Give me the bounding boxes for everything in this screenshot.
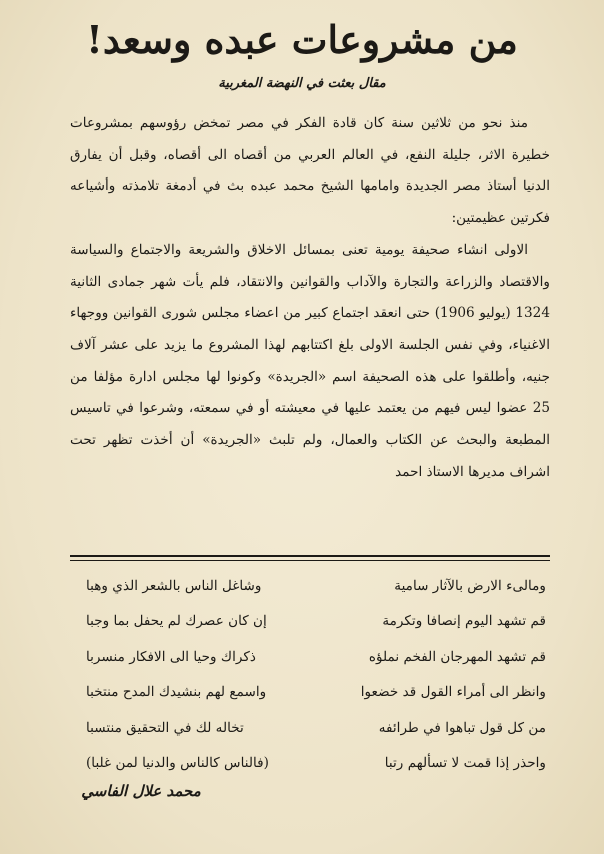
poem-verse [86,604,546,640]
verse-second-hemistich: واسمع لهم بنشيدك المدح منتخبا [86,684,267,701]
verse-second-hemistich: ذكراك وحيا الى الافكار منسربا [86,648,256,665]
poem-verse [86,710,546,746]
verse-first-hemistich: قم تشهد المهرجان الفخم نملؤه [368,648,546,665]
verse-first-hemistich: قم تشهد اليوم إنصافا وتكرمة [382,613,546,630]
verse-second-hemistich: إن كان عصرك لم يحفل بما وجبا [86,613,267,630]
article-paragraph: منذ نحو من ثلاثين سنة كان قادة الفكر في مصر تمخض رؤوسهم بمشروعات خطيرة الاثر، جليلة النفع، في العالم العربي من أقصاه الى أقصاه، وقبل أن يفارق الدنيا أستاذ مصر الجديدة وامامها الشيخ محمد عبده بث في أدمغة تلامذته وأشياعه فكرتين عظيمتين: [70,115,550,227]
article-title: من مشروعات عبده وسعد! [86,17,518,62]
section-divider-thin [70,560,550,561]
verse-first-hemistich: واحذر إذا قمت لا تسألهم رتبا [384,755,546,772]
verse-first-hemistich: من كل قول تباهوا في طرائفه [378,719,546,736]
author-signature: محمد علال الفاسي [81,782,201,800]
poem-verse [86,639,546,675]
verse-first-hemistich: وانظر الى أمراء القول قد خضعوا [360,684,546,701]
poem-verse [86,675,546,711]
poem [86,568,546,781]
article-subtitle: مقال بعثت في النهضة المغربية [218,76,386,91]
section-divider [70,555,550,557]
poem-verse [86,568,546,604]
article-body [70,108,550,488]
verse-second-hemistich: تخاله لك في التحقيق منتسبا [86,719,244,736]
poem-verse [86,746,546,782]
verse-second-hemistich: (فالناس كالناس والدنيا لمن غلبا) [86,755,269,772]
verse-first-hemistich: ومالىء الارض بالآثار سامية [394,577,546,594]
article-paragraph: الاولى انشاء صحيفة يومية تعنى بمسائل الاخلاق والشريعة والاجتماع والسياسة والاقتصاد والزراعة والتجارة والآداب والقوانين والانتقاد، فلم يأت شهر جمادى الثانية 1324 (يوليو 1906) حتى انعقد اجتماع كبير من اعضاء مجلس شورى القوانين ووجهاء الاغنياء، وفي نفس الجلسة الاولى بلغ اكتتابهم لهذا المشروع ما يزيد على عشر آلاف جنيه، وأطلقوا على هذه الصحيفة اسم «الجريدة» وكونوا لها مجلس ادارة مؤلفا من 25 عضوا ليس فيهم من يعتمد عليها في معيشته أو في سمعته، وشرعوا في تاسيس المطبعة والبحث عن الكتاب والعمال، ولم تلبث «الجريدة» أن أخذت تظهر تحت اشراف مديرها الاستاذ احمد [70,241,550,480]
verse-second-hemistich: وشاغل الناس بالشعر الذي وهبا [86,577,262,594]
